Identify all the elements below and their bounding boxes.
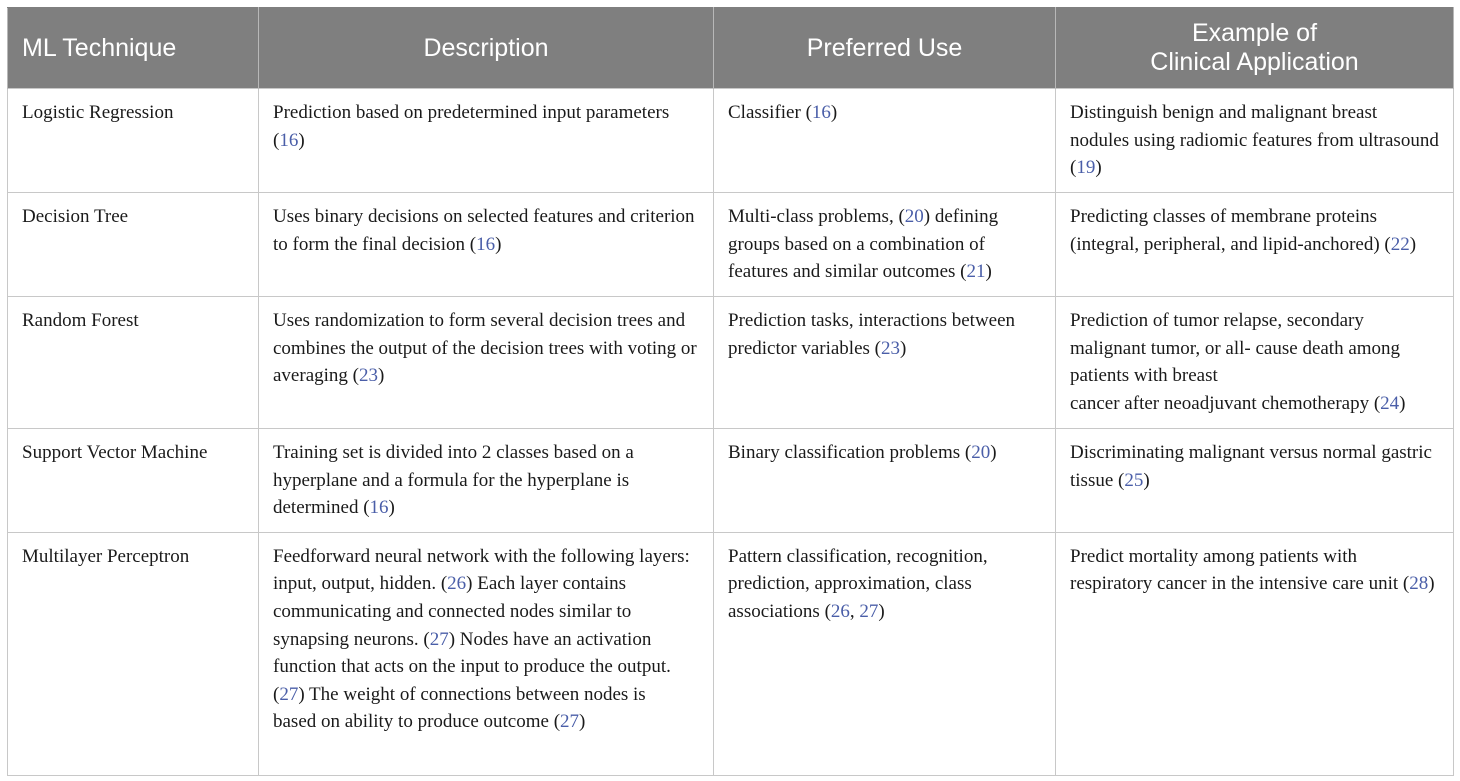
use-text: ) defining groups based on a combination of features and similar outcomes ( (728, 206, 999, 283)
description-text: based on ability to produce outcome ( (273, 711, 561, 733)
table-row (8, 89, 1454, 193)
table-row (8, 297, 1454, 429)
header-clinical-application-line2: Clinical Application (1150, 48, 1359, 76)
citation-link[interactable]: 22 (1390, 233, 1410, 255)
use-tail: ) (990, 442, 997, 463)
citation-link[interactable]: 26 (830, 600, 850, 622)
example-text: Distinguish benign and malignant breast nodules using radiomic features from ultrasound ( (1070, 102, 1439, 179)
preferred-use-cell (714, 193, 1056, 297)
citation-link[interactable]: 20 (971, 442, 991, 463)
preferred-use-cell (714, 532, 1056, 775)
description-text: Uses binary decisions on selected features and criterion to form the final decision ( (273, 206, 695, 255)
example-cell (1056, 193, 1454, 297)
preferred-use-cell (714, 429, 1056, 533)
table-row (8, 532, 1454, 775)
technique-cell: Logistic Regression (8, 89, 259, 193)
example-tail: ) (1095, 157, 1102, 179)
citation-link[interactable]: 27 (560, 711, 580, 733)
description-tail: ) (298, 129, 305, 151)
use-text: Classifier ( (728, 102, 812, 123)
description-text: Uses randomization to form several decision trees and combines the output of the decision trees with voting or averaging ( (273, 310, 697, 387)
ml-techniques-table-wrapper (7, 7, 1453, 776)
citation-link[interactable]: 20 (904, 206, 924, 227)
description-text: ) The weight of connections between nodes is (298, 683, 646, 705)
header-clinical-application-line1: Example of (1191, 19, 1318, 47)
preferred-use-cell (714, 89, 1056, 193)
citation-link[interactable]: 27 (859, 600, 879, 622)
citation-link[interactable]: 27 (279, 683, 299, 705)
example-tail: ) (1143, 469, 1150, 491)
preferred-use-cell (714, 297, 1056, 429)
description-cell (259, 89, 714, 193)
use-tail: ) (899, 337, 907, 359)
citation-link[interactable]: 16 (476, 233, 496, 255)
use-tail: ) (985, 261, 992, 283)
citation-link[interactable]: 27 (429, 628, 449, 650)
citation-link[interactable]: 28 (1409, 573, 1429, 595)
ml-techniques-table (7, 7, 1454, 776)
description-text: Prediction based on predetermined input parameters ( (273, 102, 670, 151)
example-cell (1056, 429, 1454, 533)
table-row (8, 429, 1454, 533)
header-row (8, 8, 1454, 89)
citation-link[interactable]: 16 (811, 102, 831, 123)
example-text: cancer after neoadjuvant chemotherapy ( (1070, 392, 1381, 414)
use-separator: , (849, 600, 860, 622)
description-tail: ) (388, 497, 395, 519)
citation-link[interactable]: 19 (1076, 157, 1096, 179)
citation-link[interactable]: 16 (369, 497, 389, 519)
use-text: Multi-class problems, ( (728, 206, 905, 227)
description-tail: ) (495, 233, 502, 255)
description-text: Feedforward neural network with the following layers: input, output, hidden. ( (273, 545, 690, 595)
table-row (8, 193, 1454, 297)
example-text: Discriminating malignant versus normal gastric tissue ( (1070, 442, 1432, 491)
citation-link[interactable]: 23 (358, 365, 378, 387)
citation-link[interactable]: 21 (966, 261, 986, 283)
citation-link[interactable]: 24 (1380, 392, 1400, 414)
description-cell (259, 429, 714, 533)
use-tail: ) (878, 600, 885, 622)
example-cell (1056, 532, 1454, 775)
description-cell (259, 532, 714, 775)
header-clinical-application (1056, 8, 1454, 89)
table-header (8, 8, 1454, 89)
description-text: ) Nodes have an activation function that acts on the input to produce the output. ( (273, 628, 671, 705)
example-text: Predicting classes of membrane proteins (integral, peripheral, and lipid-anchored) ( (1070, 206, 1391, 255)
use-text: Pattern classification, recognition, prediction, approximation, class associations ( (728, 545, 988, 622)
example-text: Prediction of tumor relapse, secondary malignant tumor, or all- cause death among patients with breast (1070, 310, 1401, 387)
technique-cell: Decision Tree (8, 193, 259, 297)
citation-link[interactable]: 26 (447, 573, 467, 595)
example-tail: ) (1409, 233, 1417, 255)
description-cell (259, 297, 714, 429)
example-tail: ) (1428, 573, 1435, 595)
header-ml-technique: ML Technique (8, 8, 259, 89)
description-text: ) Each layer contains communicating and connected nodes similar to synapsing neurons. ( (273, 573, 632, 650)
citation-link[interactable]: 23 (880, 337, 900, 359)
description-tail: ) (377, 365, 385, 387)
example-tail: ) (1399, 392, 1406, 414)
technique-cell: Support Vector Machine (8, 429, 259, 533)
header-description: Description (259, 8, 714, 89)
technique-cell: Random Forest (8, 297, 259, 429)
example-cell (1056, 297, 1454, 429)
citation-link[interactable]: 16 (279, 129, 299, 151)
example-text: Predict mortality among patients with respiratory cancer in the intensive care unit ( (1070, 545, 1410, 595)
description-tail: ) (579, 711, 586, 733)
description-text: Training set is divided into 2 classes based on a hyperplane and a formula for the hyperplane is determined ( (273, 442, 634, 519)
use-text: Binary classification problems ( (728, 442, 972, 463)
description-cell (259, 193, 714, 297)
use-text: Prediction tasks, interactions between predictor variables ( (728, 310, 1016, 359)
technique-cell: Multilayer Perceptron (8, 532, 259, 775)
citation-link[interactable]: 25 (1124, 469, 1144, 491)
header-preferred-use: Preferred Use (714, 8, 1056, 89)
example-cell (1056, 89, 1454, 193)
use-tail: ) (830, 102, 838, 123)
table-body (8, 89, 1454, 776)
